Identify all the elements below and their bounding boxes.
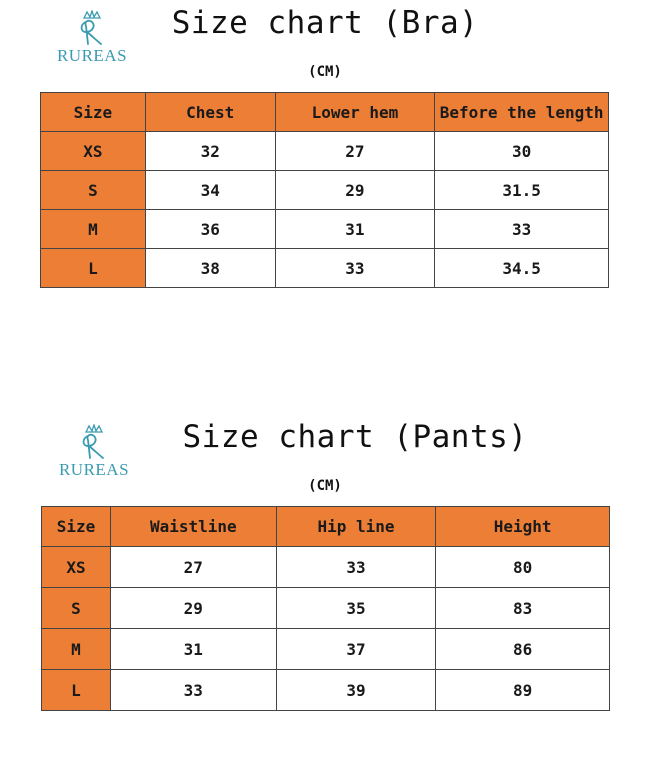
bra-header-chest: Chest bbox=[145, 93, 275, 132]
size-cell: L bbox=[41, 249, 146, 288]
table-row bbox=[41, 210, 609, 249]
value-cell: 36 bbox=[145, 210, 275, 249]
value-cell: 27 bbox=[275, 132, 435, 171]
value-cell: 89 bbox=[436, 670, 610, 711]
value-cell: 86 bbox=[436, 629, 610, 670]
value-cell: 29 bbox=[275, 171, 435, 210]
table-row bbox=[42, 588, 610, 629]
pants-size-table bbox=[41, 506, 610, 711]
brand-name: RUREAS bbox=[56, 46, 128, 65]
value-cell: 37 bbox=[276, 629, 436, 670]
value-cell: 30 bbox=[435, 132, 609, 171]
value-cell: 34 bbox=[145, 171, 275, 210]
value-cell: 32 bbox=[145, 132, 275, 171]
brand-name: RUREAS bbox=[58, 460, 130, 479]
size-cell: M bbox=[41, 210, 146, 249]
pants-header-waistline: Waistline bbox=[110, 507, 276, 547]
bra-header-before-length: Before the length bbox=[435, 93, 609, 132]
value-cell: 31.5 bbox=[435, 171, 609, 210]
bra-unit-label: (CM) bbox=[308, 64, 342, 80]
pants-chart-title: Size chart (Pants) bbox=[182, 419, 528, 455]
bra-header-size: Size bbox=[41, 93, 146, 132]
bra-chart-title: Size chart (Bra) bbox=[171, 5, 479, 41]
value-cell: 34.5 bbox=[435, 249, 609, 288]
value-cell: 38 bbox=[145, 249, 275, 288]
table-row bbox=[42, 670, 610, 711]
bra-header-lower-hem: Lower hem bbox=[275, 93, 435, 132]
pants-header-height: Height bbox=[436, 507, 610, 547]
value-cell: 31 bbox=[275, 210, 435, 249]
table-row bbox=[41, 171, 609, 210]
value-cell: 29 bbox=[110, 588, 276, 629]
value-cell: 27 bbox=[110, 547, 276, 588]
value-cell: 33 bbox=[435, 210, 609, 249]
value-cell: 80 bbox=[436, 547, 610, 588]
value-cell: 33 bbox=[110, 670, 276, 711]
table-row bbox=[42, 547, 610, 588]
pants-header-hip-line: Hip line bbox=[276, 507, 436, 547]
size-cell: XS bbox=[41, 132, 146, 171]
size-cell: L bbox=[42, 670, 111, 711]
pants-unit-label: (CM) bbox=[308, 478, 342, 494]
size-cell: S bbox=[41, 171, 146, 210]
value-cell: 39 bbox=[276, 670, 436, 711]
table-row bbox=[41, 132, 609, 171]
bra-header-row bbox=[41, 93, 609, 132]
table-row bbox=[42, 629, 610, 670]
table-row bbox=[41, 249, 609, 288]
bra-size-table bbox=[40, 92, 609, 288]
size-cell: M bbox=[42, 629, 111, 670]
size-cell: XS bbox=[42, 547, 111, 588]
value-cell: 35 bbox=[276, 588, 436, 629]
pants-header-size: Size bbox=[42, 507, 111, 547]
value-cell: 83 bbox=[436, 588, 610, 629]
value-cell: 33 bbox=[276, 547, 436, 588]
size-cell: S bbox=[42, 588, 111, 629]
value-cell: 33 bbox=[275, 249, 435, 288]
pants-header-row bbox=[42, 507, 610, 547]
value-cell: 31 bbox=[110, 629, 276, 670]
